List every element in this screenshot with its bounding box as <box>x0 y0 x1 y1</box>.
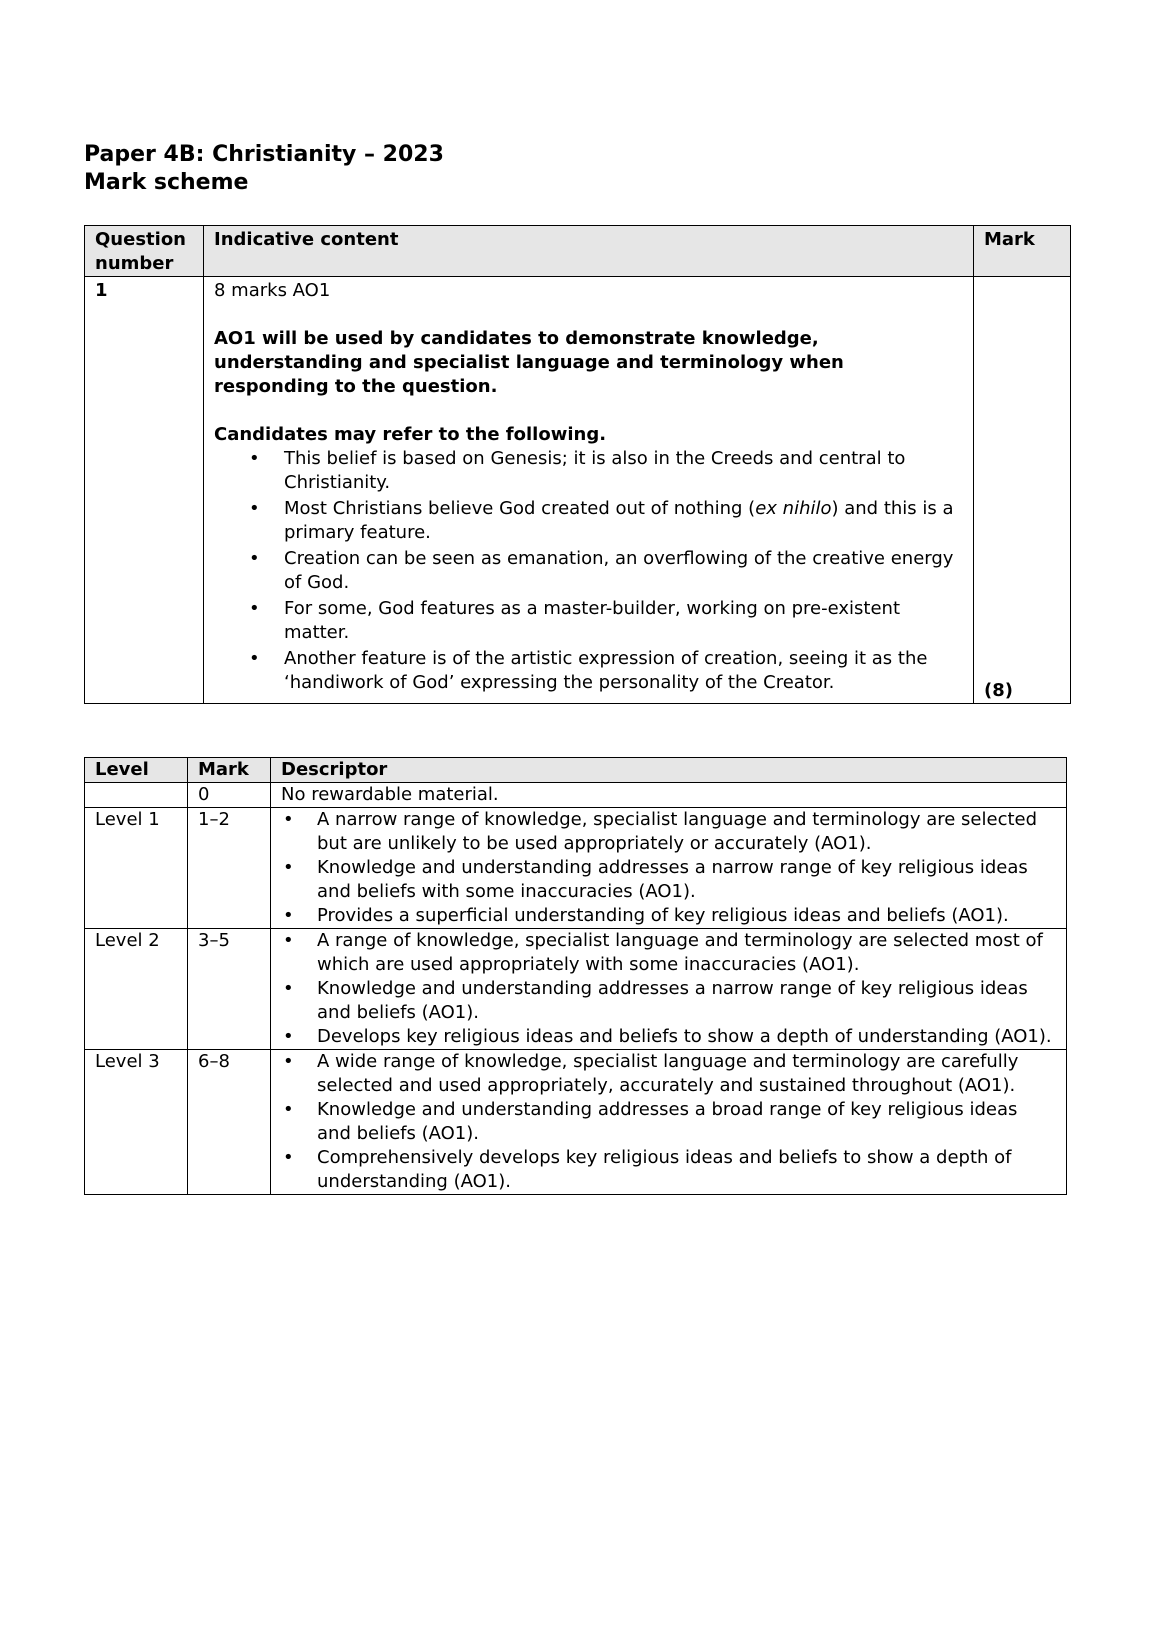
page-title <box>84 141 444 197</box>
title-line-1: Paper 4B: Christianity – 2023 <box>84 142 444 167</box>
mark-cell: 1–2 <box>188 808 271 929</box>
ao-statement: AO1 will be used by candidates to demonstrate knowledge, understanding and specialist language and terminology when responding to the question. <box>214 328 844 397</box>
bullet-text: Most Christians believe God created out of nothing ( <box>284 498 756 519</box>
descriptor-bullet: • Develops key religious ideas and beliefs to show a depth of understanding (AO1). <box>317 1025 1056 1049</box>
level-cell: Level 2 <box>85 929 188 1050</box>
descriptor-bullet: • A narrow range of knowledge, specialist language and terminology are selected but are unlikely to be used appropriately or accurately (AO1). <box>317 808 1056 856</box>
title-line-2: Mark scheme <box>84 170 249 195</box>
question-row <box>85 277 1071 704</box>
question-mark: (8) <box>974 277 1071 704</box>
header-indicative-content: Indicative content <box>204 226 974 277</box>
header-mark: Mark <box>974 226 1071 277</box>
content-bullet: • For some, God features as a master-builder, working on pre-existent matter. <box>284 597 963 645</box>
header-descriptor: Descriptor <box>271 758 1067 783</box>
level-row <box>85 929 1067 1050</box>
level-descriptor-table <box>84 757 1067 1195</box>
header-level: Level <box>85 758 188 783</box>
descriptor-bullet: • A wide range of knowledge, specialist language and terminology are carefully selected and used appropriately, accurately and sustained throughout (AO1). <box>317 1050 1056 1098</box>
level-row <box>85 1050 1067 1195</box>
level-cell <box>85 783 188 808</box>
descriptor-bullet: • Comprehensively develops key religious ideas and beliefs to show a depth of understanding (AO1). <box>317 1146 1056 1194</box>
level-row <box>85 808 1067 929</box>
descriptor-cell <box>271 808 1067 929</box>
mark-cell: 0 <box>188 783 271 808</box>
bullet-text: ) and this is a primary feature. <box>284 498 954 543</box>
descriptor-cell <box>271 1050 1067 1195</box>
marks-line: 8 marks AO1 <box>214 280 331 301</box>
content-intro: Candidates may refer to the following. <box>214 424 607 445</box>
question-table-header-row <box>85 226 1071 277</box>
level-table-header-row <box>85 758 1067 783</box>
mark-cell: 3–5 <box>188 929 271 1050</box>
indicative-content <box>204 277 974 704</box>
descriptor-bullet: • Knowledge and understanding addresses a narrow range of key religious ideas and beliefs (AO1). <box>317 977 1056 1025</box>
descriptor-bullets <box>281 808 1056 928</box>
content-bullet: • Creation can be seen as emanation, an overflowing of the creative energy of God. <box>284 547 963 595</box>
descriptor-bullets <box>281 1050 1056 1194</box>
content-bullet: • This belief is based on Genesis; it is also in the Creeds and central to Christianity. <box>284 447 963 495</box>
content-bullets <box>214 447 963 695</box>
question-number: 1 <box>85 277 204 704</box>
descriptor-bullet: • Knowledge and understanding addresses a narrow range of key religious ideas and beliefs with some inaccuracies (AO1). <box>317 856 1056 904</box>
content-bullet: • Another feature is of the artistic expression of creation, seeing it as the ‘handiwork of God’ expressing the personality of the Creator. <box>284 647 963 695</box>
header-mark: Mark <box>188 758 271 783</box>
level-cell: Level 1 <box>85 808 188 929</box>
descriptor-bullet: • Knowledge and understanding addresses a broad range of key religious ideas and beliefs (AO1). <box>317 1098 1056 1146</box>
descriptor-bullets <box>281 929 1056 1049</box>
descriptor-cell <box>271 929 1067 1050</box>
content-bullet <box>284 497 963 545</box>
level-row <box>85 783 1067 808</box>
descriptor-bullet: • Provides a superficial understanding of key religious ideas and beliefs (AO1). <box>317 904 1056 928</box>
bullet-italic-term: ex nihilo <box>755 498 832 519</box>
descriptor-bullet: • A range of knowledge, specialist language and terminology are selected most of which are used appropriately with some inaccuracies (AO1). <box>317 929 1056 977</box>
descriptor-cell: No rewardable material. <box>271 783 1067 808</box>
question-table <box>84 225 1071 704</box>
header-question-number: Question number <box>85 226 204 277</box>
level-cell: Level 3 <box>85 1050 188 1195</box>
mark-cell: 6–8 <box>188 1050 271 1195</box>
